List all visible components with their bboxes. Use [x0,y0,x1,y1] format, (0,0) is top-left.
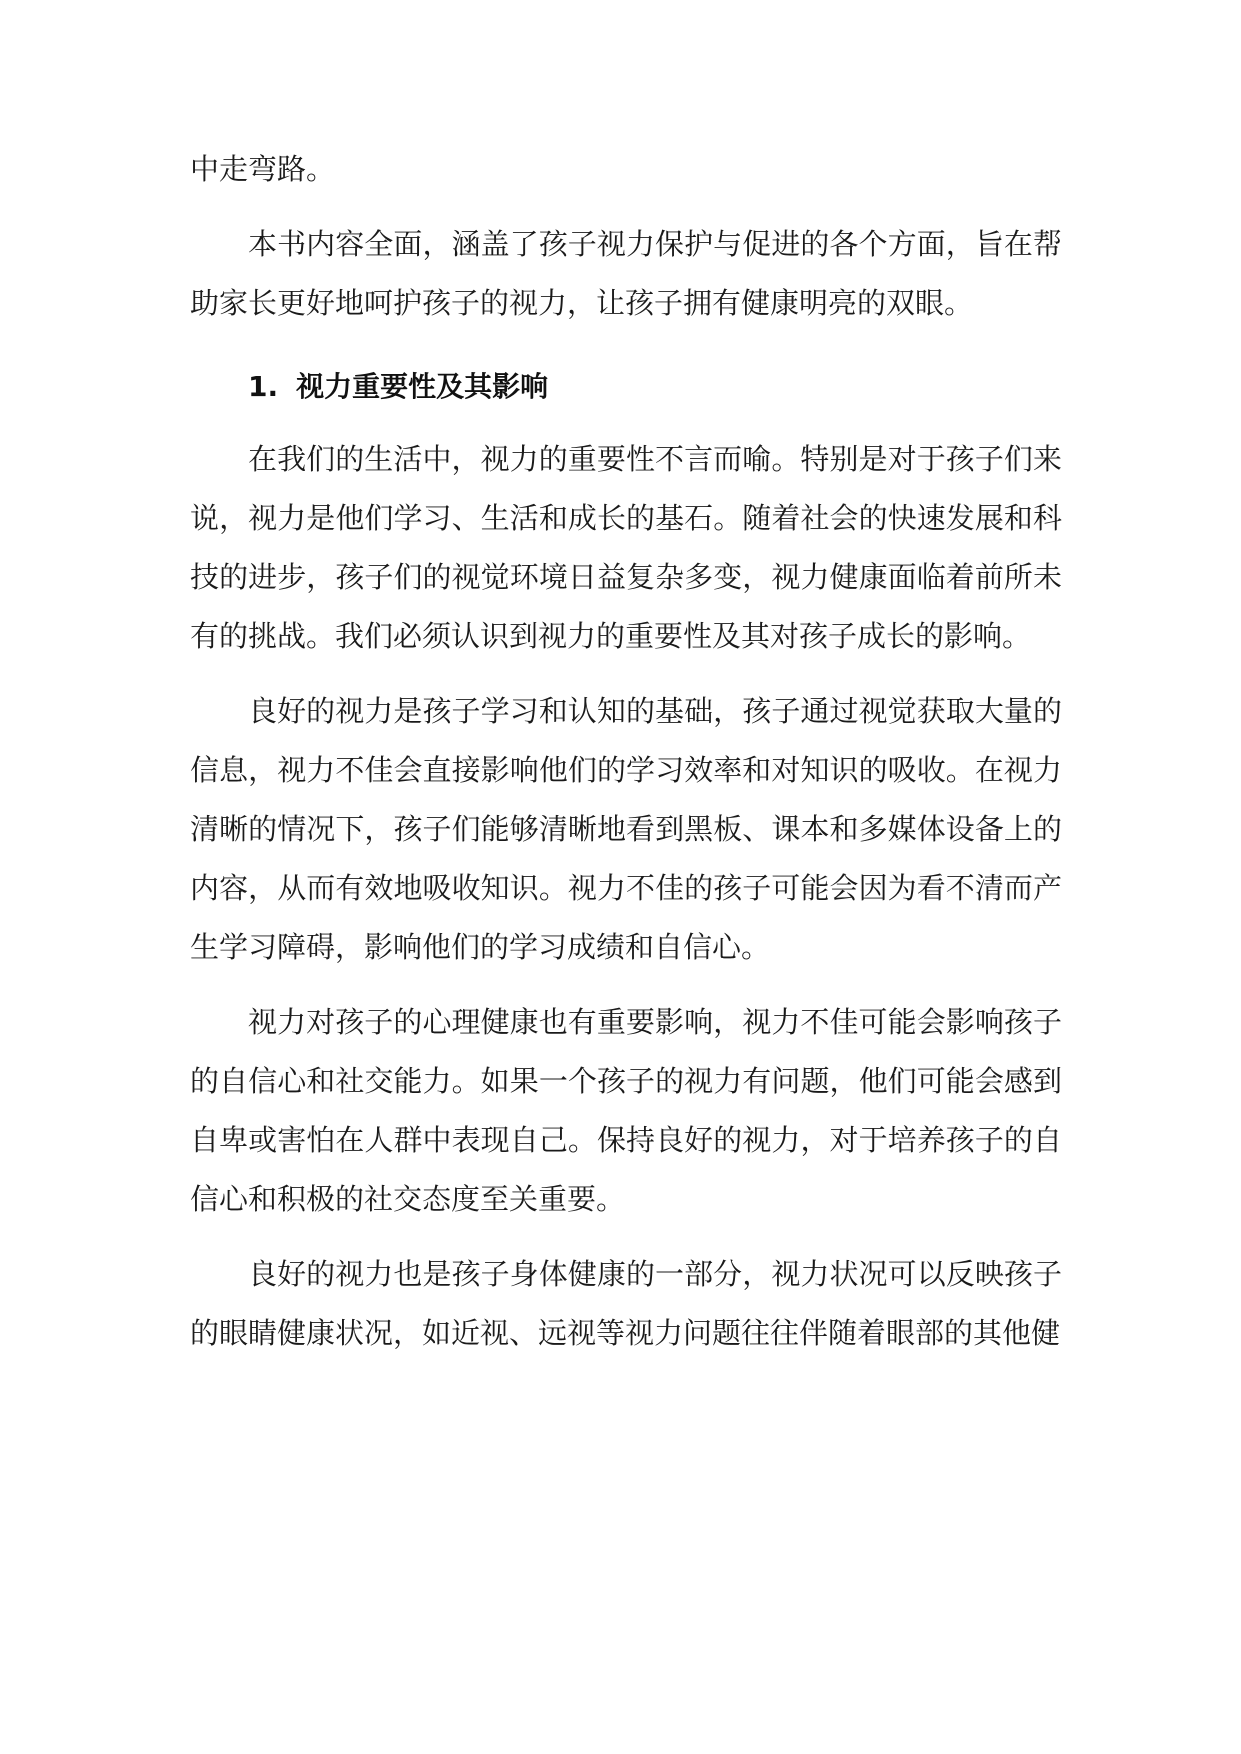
paragraph-physical-health: 良好的视力也是孩子身体健康的一部分，视力状况可以反映孩子的眼睛健康状况，如近视、远视等视力问题往往伴随着眼部的其他健 [190,1257,1062,1350]
paragraph-mental-health: 视力对孩子的心理健康也有重要影响，视力不佳可能会影响孩子的自信心和社交能力。如果一个孩子的视力有问题，他们可能会感到自卑或害怕在人群中表现自己。保持良好的视力，对于培养孩子的自信心和积极的社交态度至关重要。 [190,1005,1062,1216]
section-heading [248,357,1062,416]
section-title: 视力重要性及其影响 [296,370,549,403]
section-number: 1. [248,370,279,403]
paragraph-learning: 良好的视力是孩子学习和认知的基础，孩子通过视觉获取大量的信息，视力不佳会直接影响他们的学习效率和对知识的吸收。在视力清晰的情况下，孩子们能够清晰地看到黑板、课本和多媒体设备上的内容，从而有效地吸收知识。视力不佳的孩子可能会因为看不清而产生学习障碍，影响他们的学习成绩和自信心。 [190,694,1062,964]
paragraph-book-overview: 本书内容全面，涵盖了孩子视力保护与促进的各个方面，旨在帮助家长更好地呵护孩子的视力，让孩子拥有健康明亮的双眼。 [190,227,1062,320]
body-text [190,140,1062,1379]
paragraph-continuation: 中走弯路。 [190,152,336,186]
paragraph-importance: 在我们的生活中，视力的重要性不言而喻。特别是对于孩子们来说，视力是他们学习、生活和成长的基石。随着社会的快速发展和科技的进步，孩子们的视觉环境日益复杂多变，视力健康面临着前所未有的挑战。我们必须认识到视力的重要性及其对孩子成长的影响。 [190,442,1062,653]
